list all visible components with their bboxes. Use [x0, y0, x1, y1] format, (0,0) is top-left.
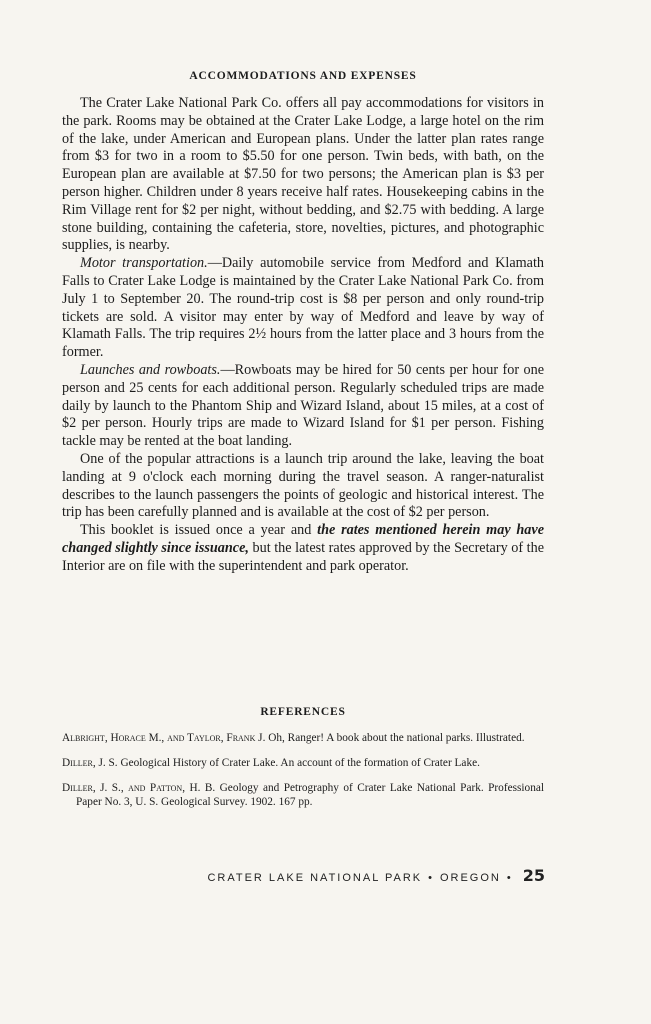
paragraph-motor-transportation [62, 255, 544, 362]
notice-post: but the latest rates approved by the Secretary of the Interior are on file with the superintendent and park operator. [62, 539, 544, 574]
reference-text: Geology and Petrography of Crater Lake National Park. Professional Paper No. 3, U. S. Geological Survey. 1902. 167 pp. [76, 782, 544, 808]
paragraph-lodge: The Crater Lake National Park Co. offers all pay accommodations for visitors in the park. Rooms may be obtained at the Crater Lake Lodge, a large hotel on the rim of the lake, under American and European plans. Under the latter plan rates range from $3 for two in a room to $5.50 for one person. Twin beds, with bath, on the European plan are available at $7.50 for two persons; the American plan is $3 per person higher. Children under 8 years receive half rates. Housekeeping cabins in the Rim Village rent for $2 per night, without bedding, and $2.75 with bedding. A large stone building, containing the cafeteria, store, novelties, pictures, and photographic supplies, is nearby. [62, 95, 544, 254]
footer-park-name: CRATER LAKE NATIONAL PARK [207, 872, 423, 884]
section-heading-accommodations: ACCOMMODATIONS AND EXPENSES [189, 70, 417, 82]
section-heading-references: REFERENCES [260, 706, 346, 718]
notice-pre: This booklet is issued once a year and [80, 522, 318, 539]
reference-text: Geological History of Crater Lake. An account of the formation of Crater Lake. [117, 757, 480, 769]
reference-text: Oh, Ranger! A book about the national parks. Illustrated. [265, 732, 525, 744]
lead-motor-transportation: Motor transportation. [80, 255, 208, 272]
lead-launches: Launches and rowboats. [80, 361, 221, 378]
body-motor-transportation: —Daily automobile service from Medford and Klamath Falls to Crater Lake Lodge is maintained by the Crater Lake National Park Co. from July 1 to September 20. The round-trip cost is $8 per person and only round-trip tickets are sold. A visitor may enter by way of Medford and leave by way of Klamath Falls. The trip requires 2½ hours from the latter place and 3 hours from the former. [62, 255, 544, 361]
paragraph-launch-trip: One of the popular attractions is a launch trip around the lake, leaving the boat landing at 9 o'clock each morning during the travel season. A ranger-naturalist describes to the launch passengers the points of geologic and historical interest. The trip has been carefully planned and is available at the cost of $2 per person. [62, 450, 544, 521]
paragraph-launches [62, 362, 544, 451]
paragraph-booklet-notice [62, 522, 544, 575]
reference-author: Diller, J. S., and Patton, H. B. [62, 782, 216, 794]
reference-item [62, 731, 544, 745]
body-launches: —Rowboats may be hired for 50 cents per hour for one person and 25 cents for each additional person. Regularly scheduled trips are made daily by launch to the Phantom Ship and Wizard Island, about 15 miles, at a cost of $2 per person. Hourly trips are made to Wizard Island for $1 per person. Fishing tackle may be rented at the boat landing. [62, 361, 544, 450]
footer-separator: • [506, 872, 513, 884]
notice-emphasis: the rates mentioned herein may have changed slightly since issuance, [62, 522, 544, 556]
page-number: 25 [522, 866, 545, 885]
reference-item [62, 756, 544, 770]
reference-author: Diller, J. S. [62, 757, 118, 769]
accommodations-body [62, 95, 544, 576]
reference-author: Albright, Horace M., and Taylor, Frank J. [62, 732, 266, 744]
footer-state: OREGON [439, 872, 501, 884]
references-list [62, 731, 544, 820]
reference-item [62, 781, 544, 809]
footer-separator: • [428, 872, 434, 884]
running-footer [207, 866, 545, 885]
